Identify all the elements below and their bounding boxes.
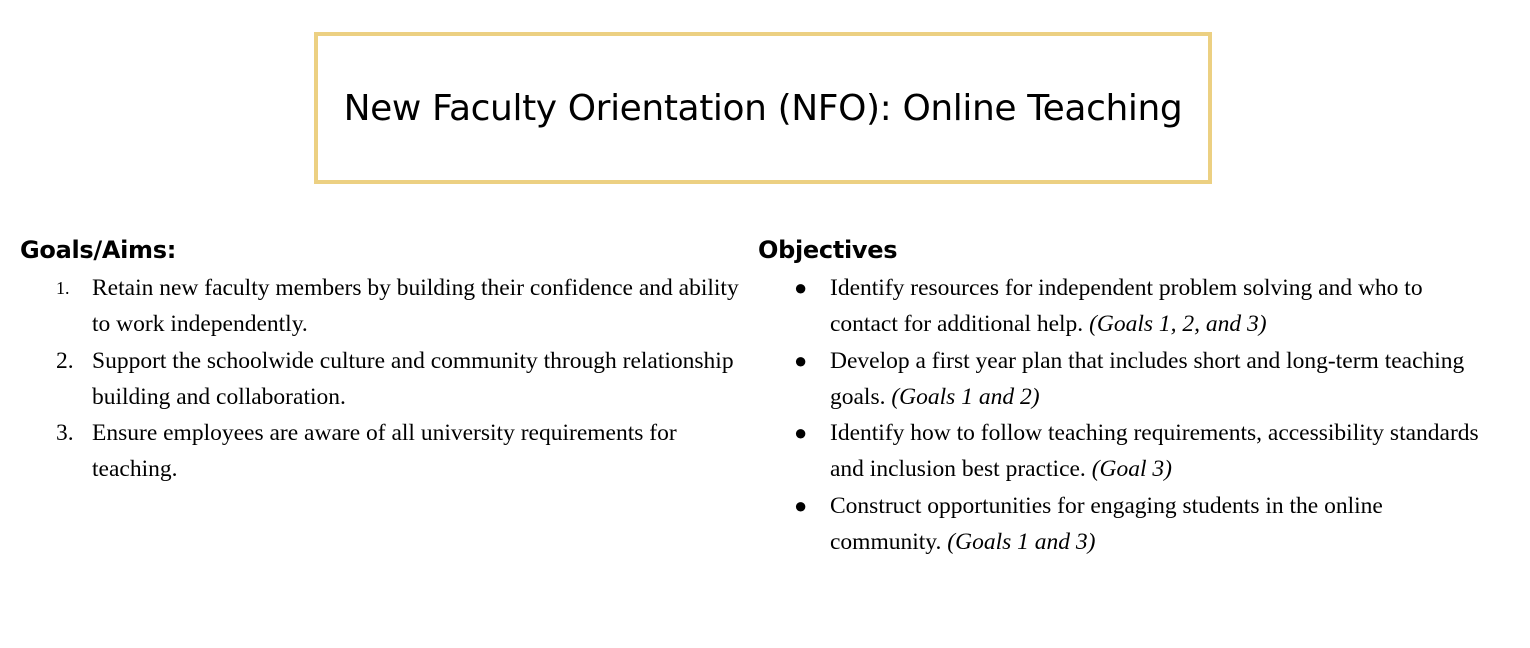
goals-section [20,232,740,488]
objective-item [758,415,1488,488]
page-title: New Faculty Orientation (NFO): Online Teaching [343,87,1183,129]
goal-item [20,270,740,343]
goal-item [20,415,740,488]
objectives-section [758,232,1488,560]
objective-text: Identify how to follow teaching requirements, accessibility standards and inclusion best practice. [830,420,1479,483]
bullet-icon: ● [794,492,808,518]
bullet-icon: ● [794,275,808,300]
objective-item [758,343,1488,416]
objective-text: Identify resources for independent problem solving and who to contact for additional help. [830,275,1423,338]
objective-goal-note: (Goals 1 and 2) [891,383,1040,410]
goal-item [20,343,740,416]
objective-text: Construct opportunities for engaging students in the online community. [830,492,1383,556]
bullet-icon: ● [794,420,808,446]
goal-number: 3. [56,420,74,447]
bullet-icon: ● [794,347,808,373]
goals-list [20,270,740,488]
objective-goal-note: (Goals 1 and 3) [947,529,1096,556]
goal-number: 1. [56,278,70,298]
title-box [314,32,1212,184]
objectives-heading: Objectives [758,236,898,264]
objective-goal-note: (Goals 1, 2, and 3) [1089,311,1267,338]
objectives-list [758,270,1488,560]
goal-text: Support the schoolwide culture and community through relationship building and collaboration. [92,347,734,410]
objective-item [758,270,1488,343]
goal-text: Ensure employees are aware of all university requirements for teaching. [92,420,677,483]
objective-item [758,488,1488,561]
goals-heading: Goals/Aims: [20,236,177,264]
goal-number: 2. [56,347,74,374]
objective-text: Develop a first year plan that includes short and long-term teaching goals. [830,347,1465,410]
goal-text: Retain new faculty members by building their confidence and ability to work independently. [92,275,739,338]
objective-goal-note: (Goal 3) [1091,456,1172,483]
